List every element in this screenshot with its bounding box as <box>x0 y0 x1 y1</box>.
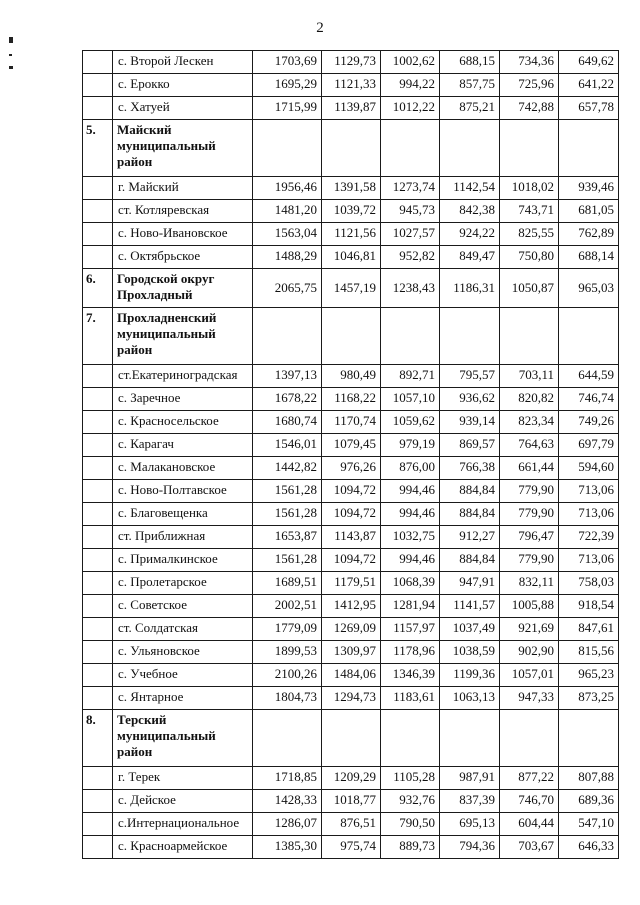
table-row <box>83 503 619 526</box>
value-cell: 932,76 <box>381 790 440 813</box>
value-cell: 936,62 <box>440 388 500 411</box>
value-cell: 547,10 <box>559 813 619 836</box>
value-cell: 2100,26 <box>253 664 322 687</box>
value-cell: 1157,97 <box>381 618 440 641</box>
tariff-table <box>82 50 619 859</box>
row-index-cell <box>83 790 113 813</box>
empty-cell <box>381 308 440 365</box>
value-cell: 987,91 <box>440 767 500 790</box>
value-cell: 1561,28 <box>253 480 322 503</box>
value-cell: 857,75 <box>440 74 500 97</box>
value-cell: 889,73 <box>381 836 440 859</box>
value-cell: 644,59 <box>559 365 619 388</box>
value-cell: 703,67 <box>500 836 559 859</box>
row-index-cell <box>83 813 113 836</box>
settlement-name: с. Ерокко <box>113 74 253 97</box>
section-title: Майский муниципальный район <box>113 120 253 177</box>
empty-cell <box>500 308 559 365</box>
value-cell: 1183,61 <box>381 687 440 710</box>
value-cell: 994,46 <box>381 503 440 526</box>
value-cell: 1269,09 <box>322 618 381 641</box>
row-index-cell <box>83 97 113 120</box>
value-cell: 924,22 <box>440 223 500 246</box>
value-cell: 1057,10 <box>381 388 440 411</box>
value-cell: 734,36 <box>500 51 559 74</box>
value-cell: 779,90 <box>500 549 559 572</box>
section-title: Терский муниципальный район <box>113 710 253 767</box>
value-cell: 1385,30 <box>253 836 322 859</box>
value-cell: 849,47 <box>440 246 500 269</box>
value-cell: 884,84 <box>440 503 500 526</box>
value-cell: 1170,74 <box>322 411 381 434</box>
value-cell: 869,57 <box>440 434 500 457</box>
page-number: 2 <box>316 20 324 36</box>
value-cell: 1105,28 <box>381 767 440 790</box>
table-row <box>83 767 619 790</box>
value-cell: 1488,29 <box>253 246 322 269</box>
value-cell: 1094,72 <box>322 480 381 503</box>
value-cell: 661,44 <box>500 457 559 480</box>
value-cell: 807,88 <box>559 767 619 790</box>
value-cell: 689,36 <box>559 790 619 813</box>
table-row <box>83 411 619 434</box>
value-cell: 1121,33 <box>322 74 381 97</box>
value-cell: 604,44 <box>500 813 559 836</box>
empty-cell <box>440 120 500 177</box>
table-row <box>83 246 619 269</box>
settlement-name: с. Янтарное <box>113 687 253 710</box>
table-row <box>83 836 619 859</box>
settlement-name: с. Малакановское <box>113 457 253 480</box>
value-cell: 912,27 <box>440 526 500 549</box>
value-cell: 815,56 <box>559 641 619 664</box>
value-cell: 1121,56 <box>322 223 381 246</box>
empty-cell <box>322 120 381 177</box>
value-cell: 1457,19 <box>322 269 381 308</box>
value-cell: 994,46 <box>381 480 440 503</box>
value-cell: 965,23 <box>559 664 619 687</box>
section-row <box>83 308 619 365</box>
value-cell: 1002,62 <box>381 51 440 74</box>
empty-cell <box>253 710 322 767</box>
value-cell: 994,46 <box>381 549 440 572</box>
value-cell: 743,71 <box>500 200 559 223</box>
value-cell: 779,90 <box>500 480 559 503</box>
section-number: 8. <box>83 710 113 767</box>
value-cell: 1038,59 <box>440 641 500 664</box>
table-row <box>83 365 619 388</box>
value-cell: 1018,02 <box>500 177 559 200</box>
empty-cell <box>440 710 500 767</box>
value-cell: 746,70 <box>500 790 559 813</box>
empty-cell <box>559 308 619 365</box>
value-cell: 1397,13 <box>253 365 322 388</box>
row-index-cell <box>83 388 113 411</box>
empty-cell <box>253 308 322 365</box>
value-cell: 1186,31 <box>440 269 500 308</box>
settlement-name: с. Октябрьское <box>113 246 253 269</box>
settlement-name: г. Майский <box>113 177 253 200</box>
value-cell: 1005,88 <box>500 595 559 618</box>
table-row <box>83 664 619 687</box>
row-index-cell <box>83 618 113 641</box>
table-row <box>83 74 619 97</box>
value-cell: 646,33 <box>559 836 619 859</box>
settlement-name: с. Ново-Ивановское <box>113 223 253 246</box>
value-cell: 1956,46 <box>253 177 322 200</box>
value-cell: 1563,04 <box>253 223 322 246</box>
value-cell: 1018,77 <box>322 790 381 813</box>
row-index-cell <box>83 411 113 434</box>
empty-cell <box>322 308 381 365</box>
table-row <box>83 200 619 223</box>
value-cell: 1804,73 <box>253 687 322 710</box>
row-index-cell <box>83 434 113 457</box>
settlement-name: с. Заречное <box>113 388 253 411</box>
value-cell: 979,19 <box>381 434 440 457</box>
value-cell: 1094,72 <box>322 503 381 526</box>
value-cell: 939,46 <box>559 177 619 200</box>
settlement-name: с. Красноармейское <box>113 836 253 859</box>
value-cell: 1063,13 <box>440 687 500 710</box>
settlement-name: ст. Приближная <box>113 526 253 549</box>
value-cell: 750,80 <box>500 246 559 269</box>
value-cell: 884,84 <box>440 480 500 503</box>
value-cell: 713,06 <box>559 549 619 572</box>
value-cell: 713,06 <box>559 480 619 503</box>
empty-cell <box>500 120 559 177</box>
value-cell: 1209,29 <box>322 767 381 790</box>
table-row <box>83 526 619 549</box>
table-row <box>83 457 619 480</box>
value-cell: 779,90 <box>500 503 559 526</box>
row-index-cell <box>83 572 113 595</box>
value-cell: 688,14 <box>559 246 619 269</box>
section-title: Прохладненский муниципальный район <box>113 308 253 365</box>
value-cell: 764,63 <box>500 434 559 457</box>
settlement-name: г. Терек <box>113 767 253 790</box>
table-row <box>83 618 619 641</box>
empty-cell <box>322 710 381 767</box>
value-cell: 641,22 <box>559 74 619 97</box>
value-cell: 1412,95 <box>322 595 381 618</box>
row-index-cell <box>83 549 113 572</box>
table-row <box>83 813 619 836</box>
settlement-name: ст. Солдатская <box>113 618 253 641</box>
scan-speck <box>9 66 13 69</box>
empty-cell <box>559 710 619 767</box>
value-cell: 1779,09 <box>253 618 322 641</box>
value-cell: 749,26 <box>559 411 619 434</box>
value-cell: 875,21 <box>440 97 500 120</box>
value-cell: 1094,72 <box>322 549 381 572</box>
value-cell: 697,79 <box>559 434 619 457</box>
value-cell: 1678,22 <box>253 388 322 411</box>
value-cell: 742,88 <box>500 97 559 120</box>
value-cell: 1680,74 <box>253 411 322 434</box>
settlement-name: ст. Котляревская <box>113 200 253 223</box>
row-index-cell <box>83 687 113 710</box>
value-cell: 877,22 <box>500 767 559 790</box>
empty-cell <box>381 120 440 177</box>
row-index-cell <box>83 200 113 223</box>
row-index-cell <box>83 503 113 526</box>
scan-speck <box>9 37 13 43</box>
settlement-name: с. Учебное <box>113 664 253 687</box>
settlement-name: с. Советское <box>113 595 253 618</box>
value-cell: 945,73 <box>381 200 440 223</box>
row-index-cell <box>83 246 113 269</box>
settlement-name: с. Ульяновское <box>113 641 253 664</box>
value-cell: 1050,87 <box>500 269 559 308</box>
row-index-cell <box>83 664 113 687</box>
value-cell: 1718,85 <box>253 767 322 790</box>
value-cell: 703,11 <box>500 365 559 388</box>
value-cell: 902,90 <box>500 641 559 664</box>
settlement-name: с. Дейское <box>113 790 253 813</box>
settlement-name: с. Благовещенка <box>113 503 253 526</box>
value-cell: 876,00 <box>381 457 440 480</box>
value-cell: 2065,75 <box>253 269 322 308</box>
value-cell: 1294,73 <box>322 687 381 710</box>
table-row <box>83 51 619 74</box>
settlement-name: ст.Екатериноградская <box>113 365 253 388</box>
value-cell: 947,91 <box>440 572 500 595</box>
value-cell: 965,03 <box>559 269 619 308</box>
value-cell: 688,15 <box>440 51 500 74</box>
value-cell: 1428,33 <box>253 790 322 813</box>
row-index-cell <box>83 74 113 97</box>
value-cell: 594,60 <box>559 457 619 480</box>
value-cell: 1689,51 <box>253 572 322 595</box>
value-cell: 1039,72 <box>322 200 381 223</box>
value-cell: 1715,99 <box>253 97 322 120</box>
empty-cell <box>381 710 440 767</box>
value-cell: 1199,36 <box>440 664 500 687</box>
row-index-cell <box>83 767 113 790</box>
value-cell: 1481,20 <box>253 200 322 223</box>
value-cell: 947,33 <box>500 687 559 710</box>
scan-speck <box>9 54 12 56</box>
value-cell: 762,89 <box>559 223 619 246</box>
value-cell: 994,22 <box>381 74 440 97</box>
value-cell: 1442,82 <box>253 457 322 480</box>
row-index-cell <box>83 223 113 246</box>
value-cell: 837,39 <box>440 790 500 813</box>
row-index-cell <box>83 480 113 503</box>
table-row <box>83 177 619 200</box>
section-row <box>83 710 619 767</box>
value-cell: 975,74 <box>322 836 381 859</box>
value-cell: 722,39 <box>559 526 619 549</box>
value-cell: 1141,57 <box>440 595 500 618</box>
table-row <box>83 434 619 457</box>
value-cell: 832,11 <box>500 572 559 595</box>
section-number: 7. <box>83 308 113 365</box>
value-cell: 1129,73 <box>322 51 381 74</box>
row-index-cell <box>83 177 113 200</box>
value-cell: 873,25 <box>559 687 619 710</box>
value-cell: 1695,29 <box>253 74 322 97</box>
value-cell: 790,50 <box>381 813 440 836</box>
value-cell: 952,82 <box>381 246 440 269</box>
settlement-name: с. Второй Лескен <box>113 51 253 74</box>
settlement-name: с.Интернациональное <box>113 813 253 836</box>
value-cell: 1142,54 <box>440 177 500 200</box>
empty-cell <box>440 308 500 365</box>
section-row <box>83 120 619 177</box>
value-cell: 823,34 <box>500 411 559 434</box>
value-cell: 1484,06 <box>322 664 381 687</box>
value-cell: 1703,69 <box>253 51 322 74</box>
value-cell: 1079,45 <box>322 434 381 457</box>
value-cell: 980,49 <box>322 365 381 388</box>
value-cell: 921,69 <box>500 618 559 641</box>
value-cell: 1027,57 <box>381 223 440 246</box>
empty-cell <box>559 120 619 177</box>
value-cell: 1346,39 <box>381 664 440 687</box>
row-index-cell <box>83 526 113 549</box>
value-cell: 725,96 <box>500 74 559 97</box>
value-cell: 1012,22 <box>381 97 440 120</box>
value-cell: 796,47 <box>500 526 559 549</box>
settlement-name: с. Хатуей <box>113 97 253 120</box>
value-cell: 1143,87 <box>322 526 381 549</box>
table-row <box>83 595 619 618</box>
value-cell: 842,38 <box>440 200 500 223</box>
value-cell: 1059,62 <box>381 411 440 434</box>
value-cell: 892,71 <box>381 365 440 388</box>
row-index-cell <box>83 836 113 859</box>
value-cell: 695,13 <box>440 813 500 836</box>
value-cell: 825,55 <box>500 223 559 246</box>
value-cell: 1899,53 <box>253 641 322 664</box>
value-cell: 1286,07 <box>253 813 322 836</box>
settlement-name: с. Прималкинское <box>113 549 253 572</box>
value-cell: 1068,39 <box>381 572 440 595</box>
table-row <box>83 687 619 710</box>
row-index-cell <box>83 51 113 74</box>
value-cell: 1309,97 <box>322 641 381 664</box>
value-cell: 766,38 <box>440 457 500 480</box>
value-cell: 1391,58 <box>322 177 381 200</box>
settlement-name: с. Карагач <box>113 434 253 457</box>
value-cell: 1046,81 <box>322 246 381 269</box>
section-number: 5. <box>83 120 113 177</box>
value-cell: 1057,01 <box>500 664 559 687</box>
row-index-cell <box>83 641 113 664</box>
value-cell: 884,84 <box>440 549 500 572</box>
value-cell: 794,36 <box>440 836 500 859</box>
table-row <box>83 388 619 411</box>
value-cell: 939,14 <box>440 411 500 434</box>
value-cell: 1546,01 <box>253 434 322 457</box>
value-cell: 758,03 <box>559 572 619 595</box>
value-cell: 976,26 <box>322 457 381 480</box>
value-cell: 2002,51 <box>253 595 322 618</box>
value-cell: 1178,96 <box>381 641 440 664</box>
value-cell: 847,61 <box>559 618 619 641</box>
value-cell: 918,54 <box>559 595 619 618</box>
value-cell: 1561,28 <box>253 503 322 526</box>
settlement-name: с. Пролетарское <box>113 572 253 595</box>
value-cell: 820,82 <box>500 388 559 411</box>
value-cell: 795,57 <box>440 365 500 388</box>
table-row <box>83 549 619 572</box>
value-cell: 1037,49 <box>440 618 500 641</box>
settlement-name: с. Красносельское <box>113 411 253 434</box>
value-cell: 1168,22 <box>322 388 381 411</box>
empty-cell <box>500 710 559 767</box>
table-row <box>83 223 619 246</box>
table-row <box>83 480 619 503</box>
empty-cell <box>253 120 322 177</box>
section-title: Городской округ Прохладный <box>113 269 253 308</box>
value-cell: 1238,43 <box>381 269 440 308</box>
value-cell: 657,78 <box>559 97 619 120</box>
table-row <box>83 572 619 595</box>
row-index-cell <box>83 457 113 480</box>
value-cell: 713,06 <box>559 503 619 526</box>
value-cell: 1281,94 <box>381 595 440 618</box>
row-index-cell <box>83 365 113 388</box>
value-cell: 876,51 <box>322 813 381 836</box>
table-row <box>83 97 619 120</box>
row-index-cell <box>83 595 113 618</box>
value-cell: 1561,28 <box>253 549 322 572</box>
value-cell: 681,05 <box>559 200 619 223</box>
value-cell: 1139,87 <box>322 97 381 120</box>
settlement-name: с. Ново-Полтавское <box>113 480 253 503</box>
table-row <box>83 790 619 813</box>
section-row <box>83 269 619 308</box>
section-number: 6. <box>83 269 113 308</box>
table-row <box>83 641 619 664</box>
value-cell: 649,62 <box>559 51 619 74</box>
value-cell: 1273,74 <box>381 177 440 200</box>
value-cell: 1032,75 <box>381 526 440 549</box>
value-cell: 1179,51 <box>322 572 381 595</box>
value-cell: 1653,87 <box>253 526 322 549</box>
value-cell: 746,74 <box>559 388 619 411</box>
